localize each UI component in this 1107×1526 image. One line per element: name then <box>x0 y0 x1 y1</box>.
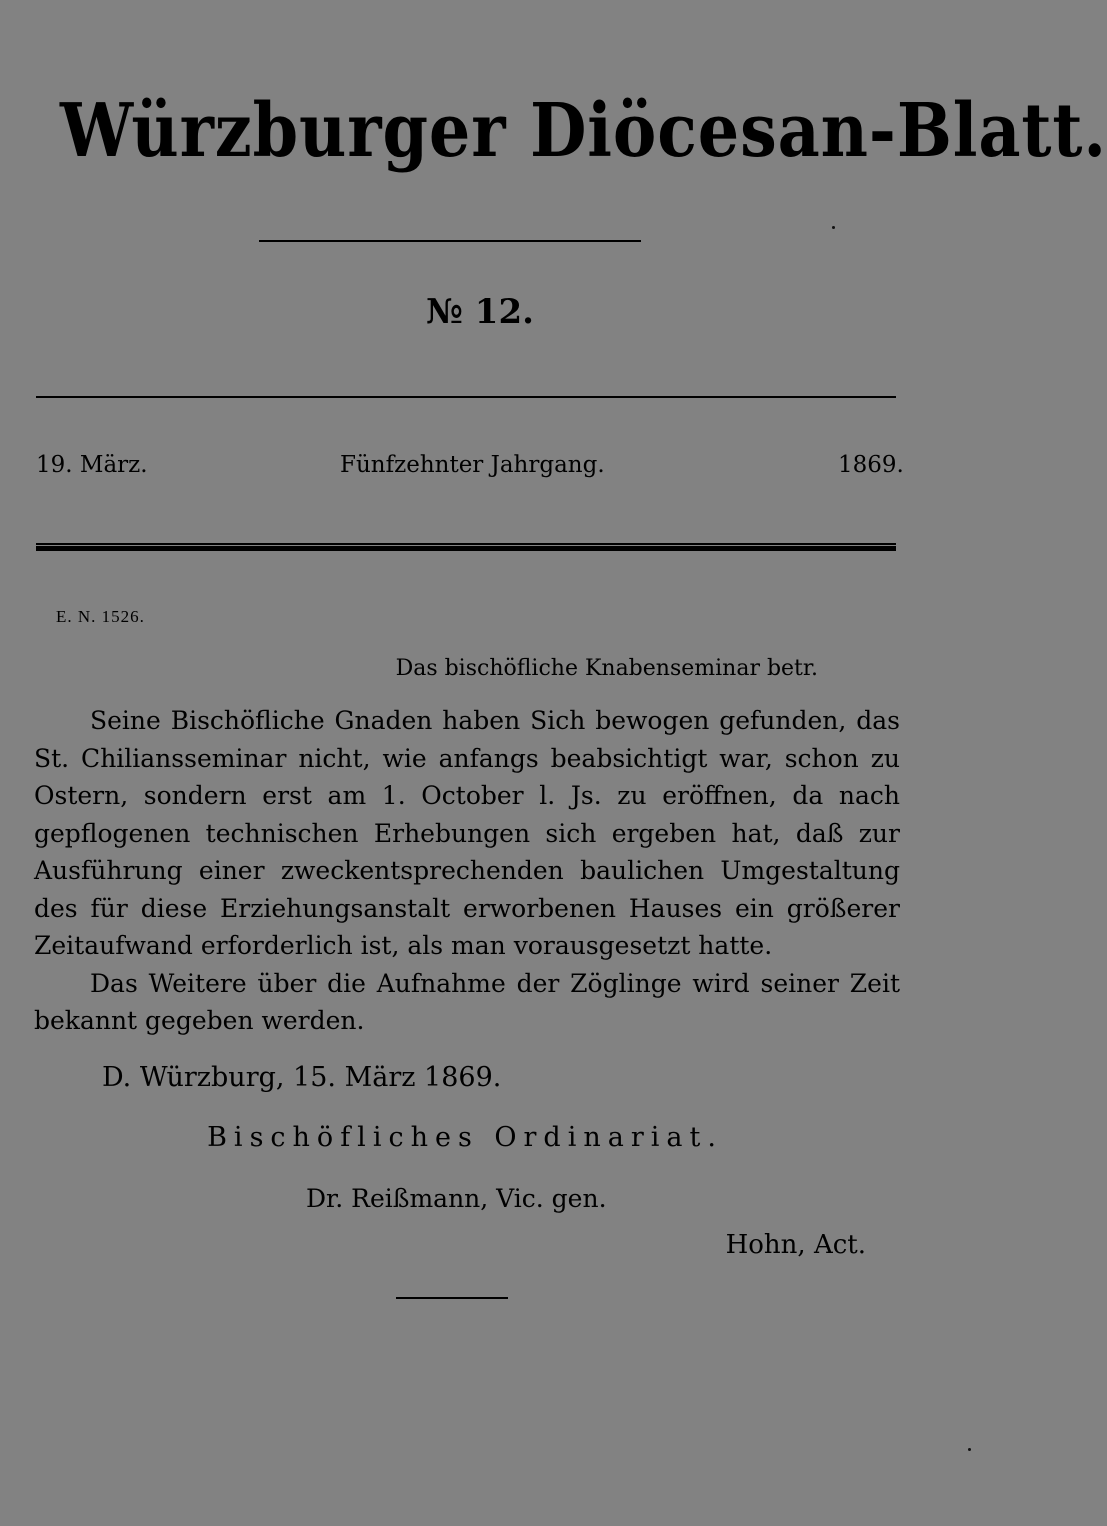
masthead-title: Würzburger Diöcesan-Blatt. <box>60 88 1107 174</box>
speck <box>968 1448 971 1451</box>
issue-date: 19. März. <box>36 452 148 478</box>
notice-paragraph: Das Weitere über die Aufnahme der Zöglinge wird seiner Zeit bekannt gegeben werden. <box>34 968 900 1035</box>
notice-body <box>34 702 900 1040</box>
place-and-date: D. Würzburg, 15. März 1869. <box>102 1062 502 1093</box>
speck <box>832 226 835 229</box>
signature-vicar-general: Dr. Reißmann, Vic. gen. <box>306 1184 607 1213</box>
issue-number: № 12. <box>426 292 534 332</box>
reference-number: E. N. 1526. <box>56 607 145 626</box>
closing-rule <box>396 1297 508 1299</box>
header-rule-top <box>36 396 896 398</box>
volume-label: Fünfzehnter Jahrgang. <box>340 452 605 478</box>
header-rule-double-thick <box>36 546 896 551</box>
notice-paragraph: Seine Bischöfliche Gnaden haben Sich bewogen gefunden, das St. Chiliansseminar nicht, wie anfangs beabsichtigt war, schon zu Ostern, sondern erst am 1. October l. Js. zu eröffnen, da nach gepflogenen technischen Erhebungen sich ergeben hat, daß zur Ausführung einer zweckentsprechenden baulichen Umgestaltung des für diese Erziehungsanstalt erworbenen Hauses ein größerer Zeitaufwand erforderlich ist, als man vorausgesetzt hatte. <box>34 706 900 960</box>
header-rule-double-thin <box>36 543 896 545</box>
notice-subject: Das bischöfliche Knabenseminar betr. <box>395 656 818 681</box>
masthead-divider <box>259 240 641 242</box>
issue-year: 1869. <box>838 452 904 478</box>
issuing-office: Bischöfliches Ordinariat. <box>207 1122 723 1153</box>
signature-actuary: Hohn, Act. <box>725 1230 866 1260</box>
